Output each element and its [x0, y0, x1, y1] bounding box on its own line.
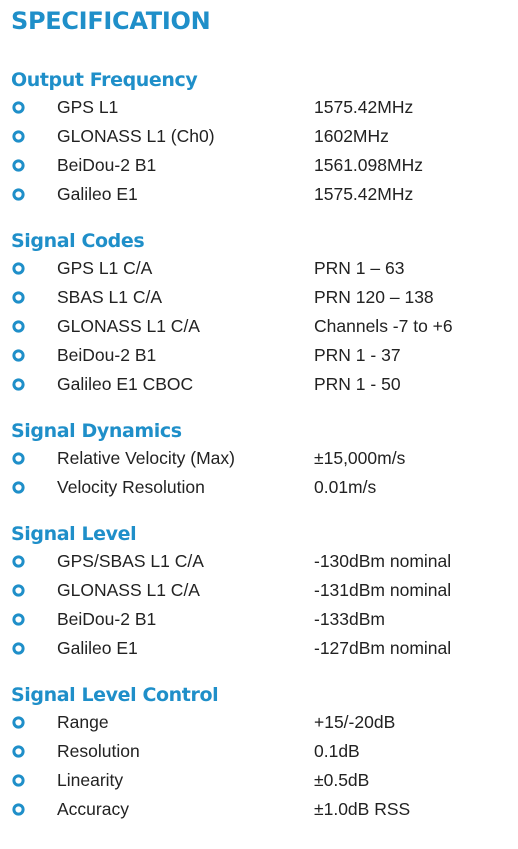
- section-title: Output Frequency: [11, 69, 198, 91]
- spec-section: [11, 521, 518, 663]
- circle-outline-icon: [11, 795, 57, 824]
- spec-label: Accuracy: [57, 799, 129, 819]
- spec-row: [11, 283, 518, 312]
- spec-value: PRN 120 – 138: [314, 287, 434, 307]
- spec-label: Galileo E1 CBOC: [57, 374, 194, 394]
- spec-row: [11, 444, 518, 473]
- circle-outline-icon: [11, 180, 57, 209]
- spec-label: BeiDou-2 B1: [57, 609, 157, 629]
- spec-value: -130dBm nominal: [314, 551, 452, 571]
- spec-list: [11, 93, 518, 209]
- spec-value: -131dBm nominal: [314, 580, 452, 600]
- spec-label: Linearity: [57, 770, 124, 790]
- spec-label: GPS L1 C/A: [57, 258, 153, 278]
- spec-value: ±0.5dB: [314, 770, 370, 790]
- spec-row: [11, 180, 518, 209]
- spec-value: 1575.42MHz: [314, 184, 414, 204]
- spec-row: [11, 93, 518, 122]
- spec-value: PRN 1 – 63: [314, 258, 405, 278]
- spec-row: [11, 341, 518, 370]
- circle-outline-icon: [11, 766, 57, 795]
- circle-outline-icon: [11, 254, 57, 283]
- spec-value: 1575.42MHz: [314, 97, 414, 117]
- spec-label: Resolution: [57, 741, 140, 761]
- circle-outline-icon: [11, 634, 57, 663]
- spec-row: [11, 605, 518, 634]
- spec-row: [11, 737, 518, 766]
- spec-section: [11, 418, 518, 502]
- section-title: Signal Level: [11, 523, 137, 545]
- spec-value: 0.1dB: [314, 741, 360, 761]
- spec-row: [11, 795, 518, 824]
- circle-outline-icon: [11, 605, 57, 634]
- circle-outline-icon: [11, 473, 57, 502]
- spec-value: 1602MHz: [314, 126, 389, 146]
- circle-outline-icon: [11, 737, 57, 766]
- spec-sections: [11, 67, 518, 824]
- circle-outline-icon: [11, 283, 57, 312]
- spec-row: [11, 547, 518, 576]
- circle-outline-icon: [11, 341, 57, 370]
- spec-label: Galileo E1: [57, 184, 138, 204]
- circle-outline-icon: [11, 122, 57, 151]
- spec-label: GLONASS L1 C/A: [57, 580, 200, 600]
- spec-list: [11, 708, 518, 824]
- circle-outline-icon: [11, 151, 57, 180]
- spec-row: [11, 370, 518, 399]
- spec-row: [11, 766, 518, 795]
- spec-label: GLONASS L1 C/A: [57, 316, 200, 336]
- spec-value: -127dBm nominal: [314, 638, 452, 658]
- spec-label: BeiDou-2 B1: [57, 345, 157, 365]
- spec-row: [11, 122, 518, 151]
- spec-label: BeiDou-2 B1: [57, 155, 157, 175]
- spec-list: [11, 254, 518, 399]
- spec-row: [11, 312, 518, 341]
- section-title: Signal Dynamics: [11, 420, 182, 442]
- spec-label: Relative Velocity (Max): [57, 448, 235, 468]
- spec-label: GPS L1: [57, 97, 119, 117]
- circle-outline-icon: [11, 370, 57, 399]
- circle-outline-icon: [11, 708, 57, 737]
- spec-value: -133dBm: [314, 609, 386, 629]
- spec-value: ±1.0dB RSS: [314, 799, 411, 819]
- spec-list: [11, 547, 518, 663]
- spec-label: GPS/SBAS L1 C/A: [57, 551, 204, 571]
- spec-label: Range: [57, 712, 109, 732]
- spec-label: SBAS L1 C/A: [57, 287, 163, 307]
- spec-row: [11, 473, 518, 502]
- section-title: Signal Level Control: [11, 684, 219, 706]
- circle-outline-icon: [11, 93, 57, 122]
- spec-value: 1561.098MHz: [314, 155, 423, 175]
- spec-label: GLONASS L1 (Ch0): [57, 126, 215, 146]
- spec-row: [11, 576, 518, 605]
- spec-value: PRN 1 - 37: [314, 345, 401, 365]
- spec-list: [11, 444, 518, 502]
- spec-value: 0.01m/s: [314, 477, 377, 497]
- spec-value: ±15,000m/s: [314, 448, 406, 468]
- spec-row: [11, 708, 518, 737]
- circle-outline-icon: [11, 444, 57, 473]
- spec-label: Galileo E1: [57, 638, 138, 658]
- circle-outline-icon: [11, 547, 57, 576]
- spec-section: [11, 228, 518, 399]
- spec-value: Channels -7 to +6: [314, 316, 453, 336]
- spec-value: +15/-20dB: [314, 712, 396, 732]
- spec-value: PRN 1 - 50: [314, 374, 401, 394]
- spec-row: [11, 254, 518, 283]
- circle-outline-icon: [11, 312, 57, 341]
- page-title: SPECIFICATION: [11, 7, 211, 35]
- section-title: Signal Codes: [11, 230, 145, 252]
- spec-label: Velocity Resolution: [57, 477, 205, 497]
- spec-row: [11, 634, 518, 663]
- spec-row: [11, 151, 518, 180]
- spec-section: [11, 682, 518, 824]
- spec-section: [11, 67, 518, 209]
- circle-outline-icon: [11, 576, 57, 605]
